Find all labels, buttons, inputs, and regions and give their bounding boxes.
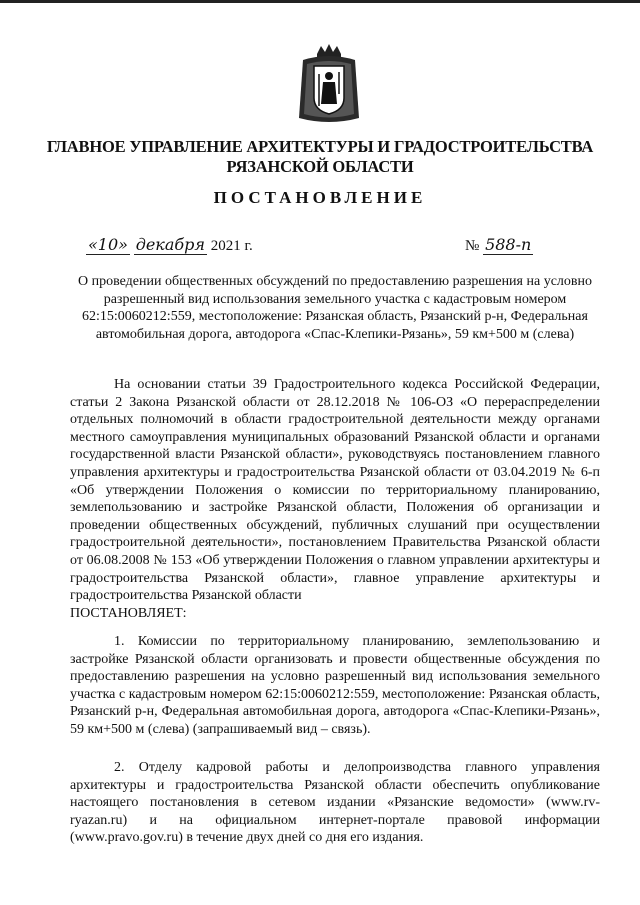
coat-of-arms-emblem bbox=[297, 44, 361, 126]
date-day: «10» bbox=[88, 235, 128, 254]
number-value: 588-п bbox=[485, 235, 532, 254]
resolves-label: ПОСТАНОВЛЯЕТ: bbox=[70, 605, 187, 621]
date-month: декабря bbox=[135, 235, 205, 254]
document-date bbox=[86, 235, 253, 255]
number-label: № bbox=[465, 238, 480, 254]
preamble-block bbox=[70, 376, 600, 622]
top-border-line bbox=[0, 0, 640, 3]
document-subject: О проведении общественных обсуждений по предоставлению разрешения на условно разрешенный вид использования земельного участка с кадастровым номером 62:15:0060212:559, местоположение: Рязанская область, Рязанский р-н, Федеральная автомобильная дорога, автодорога «Спас-Клепики-Рязань», 59 км+500 м (слева) bbox=[77, 274, 592, 342]
preamble-paragraph: На основании статьи 39 Градостроительного кодекса Российской Федерации, статьи 2 Закона Рязанской области от 28.12.2018 № 106-ОЗ «О перераспределении отдельных полномочий в области градостроительной деятельности между органами местного самоуправления муниципальных образований Рязанской области и органами государственной власти Рязанской области», руководствуясь постановлением главного управления архитектуры и градостроительства Рязанской области от 03.04.2019 № 6-п «Об утверждении Положения о комиссии по территориальному планированию, землепользованию и застройке Рязанской области, Положения об организации и проведении общественных обсуждений, публичных слушаний при осуществлении градостроительной деятельности», постановлением Правительства Рязанской области от 06.08.2008 № 153 «Об утверждении Положения о главном управлении архитектуры и градостроительства Рязанской области», главное управление архитектуры и градостроительства Рязанской области bbox=[70, 377, 600, 604]
organization-name-line-2: РЯЗАНСКОЙ ОБЛАСТИ bbox=[226, 157, 414, 176]
date-year: 2021 г. bbox=[210, 238, 253, 254]
item-2-paragraph: 2. Отделу кадровой работы и делопроизводства главного управления архитектуры и градостроительства Рязанской области обеспечить опубликование настоящего постановления в сетевом издании «Рязанские ведомости» (www.rv-ryazan.ru) и на официальном интернет-портале правовой информации (www.pravo.gov.ru) в течение двух дней со дня его издания. bbox=[70, 760, 600, 846]
item-2-block bbox=[70, 759, 600, 847]
item-1-block bbox=[70, 633, 600, 739]
document-number bbox=[465, 235, 533, 255]
document-type-title: ПОСТАНОВЛЕНИЕ bbox=[213, 188, 427, 207]
item-1-paragraph: 1. Комиссии по территориальному планированию, землепользованию и застройке Рязанской области организовать и провести общественные обсуждения по предоставлению разрешения на условно разрешенный вид использования земельного участка с кадастровым номером 62:15:0060212:559, местоположение: Рязанская область, Рязанский р-н, Федеральная автомобильная дорога, автодорога «Спас-Клепики-Рязань», 59 км+500 м (слева) (запрашиваемый вид – связь). bbox=[70, 634, 600, 737]
organization-name-line-1: ГЛАВНОЕ УПРАВЛЕНИЕ АРХИТЕКТУРЫ И ГРАДОСТРОИТЕЛЬСТВА bbox=[46, 137, 594, 156]
